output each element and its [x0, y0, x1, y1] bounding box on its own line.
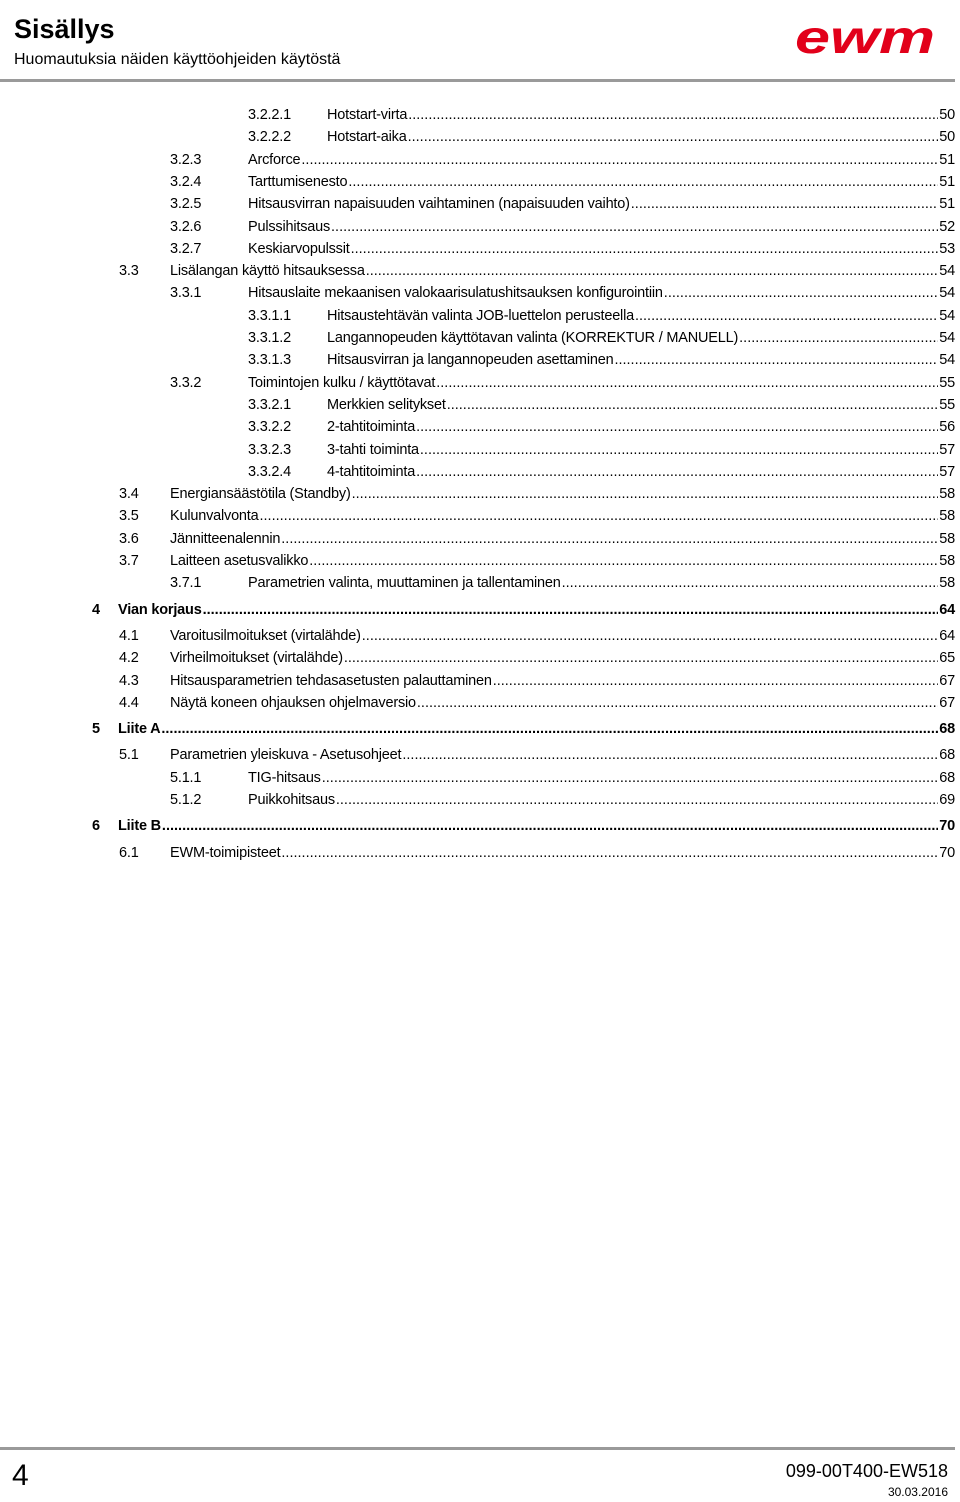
- toc-entry-title: TIG-hitsaus: [248, 767, 322, 789]
- footer-page-number: 4: [12, 1459, 29, 1492]
- toc-entry-title: Energiansäästötila (Standby): [170, 483, 352, 505]
- toc-entry-number: 4: [92, 601, 100, 618]
- toc-entry[interactable]: [92, 599, 955, 621]
- toc-entry-page: 55: [938, 372, 955, 394]
- toc-entry-page: 57: [938, 461, 955, 483]
- toc-entry-leader: [362, 625, 938, 647]
- toc-entry-title: Puikkohitsaus: [248, 789, 336, 811]
- toc-entry-title: Tarttumisenesto: [248, 171, 348, 193]
- toc-entry-title: Laitteen asetusvalikko: [170, 550, 309, 572]
- toc-entry-leader: [351, 238, 939, 260]
- toc-entry-title: 3-tahti toiminta: [327, 439, 420, 461]
- toc-entry-page: 52: [938, 216, 955, 238]
- toc-entry-title: Hitsaustehtävän valinta JOB-luettelon perusteella: [327, 305, 635, 327]
- toc-entry-number: 3.3.1.3: [248, 352, 291, 369]
- toc-entry-title: Vian korjaus: [118, 599, 203, 621]
- toc-entry-page: 58: [938, 505, 955, 527]
- toc-entry[interactable]: [119, 625, 955, 647]
- toc-entry-page: 54: [938, 282, 955, 304]
- toc-entry-title: Liite A: [118, 718, 161, 740]
- toc-entry-title: 2-tahtitoiminta: [327, 416, 416, 438]
- toc-entry-number: 3.3.2.3: [248, 441, 291, 458]
- toc-entry-number: 3.2.4: [170, 173, 202, 190]
- logo-text: ewm: [795, 11, 935, 63]
- toc-entry-title: Hitsausvirran ja langannopeuden asettaminen: [327, 349, 614, 371]
- toc-entry[interactable]: [170, 193, 955, 215]
- toc-entry[interactable]: [170, 282, 955, 304]
- toc-entry-leader: [436, 372, 938, 394]
- toc-entry-page: 54: [938, 349, 955, 371]
- toc-entry[interactable]: [92, 718, 955, 740]
- toc-entry-page: 58: [938, 572, 955, 594]
- toc-entry-page: 50: [938, 126, 955, 148]
- toc-entry-leader: [162, 815, 938, 837]
- header-rule: [0, 79, 955, 82]
- toc-entry[interactable]: [248, 461, 955, 483]
- toc-entry-leader: [402, 744, 938, 766]
- toc-entry-leader: [614, 349, 938, 371]
- toc-entry-number: 3.3.2.4: [248, 463, 291, 480]
- toc-entry[interactable]: [119, 842, 955, 864]
- toc-entry-leader: [352, 483, 939, 505]
- toc-entry-title: Parametrien valinta, muuttaminen ja tallentaminen: [248, 572, 562, 594]
- toc-entry-leader: [366, 260, 939, 282]
- toc-entry-number: 3.3.1: [170, 285, 202, 302]
- toc-entry-page: 54: [938, 260, 955, 282]
- toc-entry-page: 58: [938, 528, 955, 550]
- toc-entry-page: 57: [938, 439, 955, 461]
- toc-entry-number: 3.7: [119, 553, 139, 569]
- toc-entry-number: 3.7.1: [170, 575, 202, 592]
- toc-entry[interactable]: [119, 260, 955, 282]
- toc-entry-page: 68: [938, 718, 955, 740]
- toc-entry-leader: [416, 461, 938, 483]
- toc-entry-page: 67: [938, 692, 955, 714]
- toc-entry-page: 50: [938, 104, 955, 126]
- toc-entry-leader: [161, 718, 938, 740]
- toc-entry-leader: [260, 505, 939, 527]
- toc-entry-page: 55: [938, 394, 955, 416]
- toc-entry-title: Hotstart-aika: [327, 126, 408, 148]
- toc-entry-number: 3.3.2.2: [248, 419, 291, 436]
- toc-entry[interactable]: [248, 394, 955, 416]
- toc-entry-page: 70: [938, 842, 955, 864]
- toc-entry[interactable]: [119, 670, 955, 692]
- toc-entry[interactable]: [119, 647, 955, 669]
- toc-entry-number: 3.4: [119, 486, 139, 503]
- toc-entry-leader: [322, 767, 939, 789]
- toc-entry-leader: [631, 193, 939, 215]
- toc-entry-leader: [447, 394, 939, 416]
- toc-entry-title: 4-tahtitoiminta: [327, 461, 416, 483]
- toc-entry-page: 67: [938, 670, 955, 692]
- toc-entry-leader: [417, 692, 938, 714]
- toc-entry-leader: [331, 216, 938, 238]
- toc-entry-title: Hitsausparametrien tehdasasetusten palauttaminen: [170, 670, 493, 692]
- toc-entry[interactable]: [248, 327, 955, 349]
- toc-entry-leader: [408, 104, 938, 126]
- toc-entry-title: Liite B: [118, 815, 162, 837]
- toc-entry-title: Lisälangan käyttö hitsauksessa: [170, 260, 366, 282]
- toc-entry[interactable]: [119, 550, 955, 572]
- toc-entry-title: Hitsausvirran napaisuuden vaihtaminen (napaisuuden vaihto): [248, 193, 631, 215]
- ewm-logo: [793, 8, 938, 70]
- toc-entry[interactable]: [248, 439, 955, 461]
- toc-entry[interactable]: [170, 767, 955, 789]
- toc-entry-number: 3.5: [119, 508, 139, 525]
- toc-entry-title: Hotstart-virta: [327, 104, 408, 126]
- toc-entry[interactable]: [170, 572, 955, 594]
- toc-entry-leader: [203, 599, 939, 621]
- toc-entry-number: 3.3.2: [170, 374, 202, 391]
- toc-entry-title: Kulunvalvonta: [170, 505, 260, 527]
- toc-entry-page: 58: [938, 550, 955, 572]
- toc-entry[interactable]: [119, 744, 955, 766]
- toc-entry-title: Hitsauslaite mekaanisen valokaarisulatushitsauksen konfigurointiin: [248, 282, 664, 304]
- toc-entry-leader: [493, 670, 939, 692]
- toc-entry-page: 69: [938, 789, 955, 811]
- toc-entry-page: 64: [938, 599, 955, 621]
- toc-entry[interactable]: [248, 126, 955, 148]
- toc-entry[interactable]: [248, 104, 955, 126]
- toc-entry-page: 68: [938, 744, 955, 766]
- toc-entry-leader: [301, 149, 938, 171]
- toc-entry-leader: [336, 789, 938, 811]
- toc-entry[interactable]: [119, 505, 955, 527]
- toc-entry-number: 4.2: [119, 650, 139, 667]
- toc-entry-title: Varoitusilmoitukset (virtalähde): [170, 625, 362, 647]
- toc-entry[interactable]: [170, 149, 955, 171]
- toc-entry-number: 3.3: [119, 263, 139, 280]
- toc-entry-title: Arcforce: [248, 149, 301, 171]
- footer-date: 30.03.2016: [887, 1485, 948, 1499]
- page-header: [0, 0, 960, 82]
- toc-entry-number: 3.2.7: [170, 240, 202, 257]
- toc-entry-page: 53: [938, 238, 955, 260]
- toc-entry-leader: [281, 842, 938, 864]
- toc-entry-page: 58: [938, 483, 955, 505]
- toc-entry-number: 5: [92, 721, 100, 738]
- toc-entry-leader: [408, 126, 939, 148]
- toc-entry-number: 6.1: [119, 844, 139, 861]
- toc-entry-leader: [348, 171, 938, 193]
- toc-entry[interactable]: [170, 238, 955, 260]
- toc-entry-number: 4.4: [119, 694, 139, 711]
- toc-entry-number: 3.6: [119, 530, 139, 547]
- toc-entry-title: Jännitteenalennin: [170, 528, 281, 550]
- toc-entry-leader: [562, 572, 939, 594]
- toc-entry-title: Langannopeuden käyttötavan valinta (KORREKTUR / MANUELL): [327, 327, 739, 349]
- toc-entry-page: 54: [938, 305, 955, 327]
- toc-entry-page: 51: [938, 171, 955, 193]
- toc-entry[interactable]: [248, 349, 955, 371]
- toc-entry-leader: [416, 416, 938, 438]
- toc-entry-leader: [664, 282, 938, 304]
- toc-entry-number: 3.3.1.1: [248, 307, 291, 324]
- toc-entry-number: 3.2.6: [170, 218, 202, 235]
- toc-entry[interactable]: [170, 789, 955, 811]
- toc-entry-number: 3.2.3: [170, 151, 202, 168]
- toc-entry[interactable]: [119, 692, 955, 714]
- toc-entry-title: Näytä koneen ohjauksen ohjelmaversio: [170, 692, 417, 714]
- toc-entry-number: 6: [92, 818, 100, 835]
- toc-entry-page: 51: [938, 193, 955, 215]
- toc-entry-leader: [739, 327, 938, 349]
- toc-entry-title: Toimintojen kulku / käyttötavat: [248, 372, 436, 394]
- toc-entry-leader: [309, 550, 938, 572]
- toc-entry-number: 5.1.2: [170, 792, 202, 808]
- toc-entry-page: 70: [938, 815, 955, 837]
- toc-entry-leader: [281, 528, 938, 550]
- toc-entry[interactable]: [119, 528, 955, 550]
- toc-entry-page: 64: [938, 625, 955, 647]
- toc-entry-title: Keskiarvopulssit: [248, 238, 351, 260]
- page-subtitle: Huomautuksia näiden käyttöohjeiden käytöstä: [14, 51, 341, 68]
- toc-entry-title: Pulssihitsaus: [248, 216, 331, 238]
- toc-entry-title: Virheilmoitukset (virtalähde): [170, 647, 344, 669]
- toc-entry[interactable]: [248, 416, 955, 438]
- toc-entry-number: 4.3: [119, 672, 139, 689]
- toc-entry-page: 56: [938, 416, 955, 438]
- toc-entry[interactable]: [119, 483, 955, 505]
- toc-entry-number: 3.2.2.2: [248, 129, 291, 146]
- toc-entry-leader: [635, 305, 938, 327]
- toc-entry[interactable]: [170, 216, 955, 238]
- toc-entry-page: 68: [938, 767, 955, 789]
- toc-entry-number: 3.3.2.1: [248, 396, 291, 413]
- toc-entry-number: 4.1: [119, 627, 139, 644]
- toc-entry[interactable]: [92, 815, 955, 837]
- toc-entry-leader: [420, 439, 938, 461]
- toc-entry-leader: [344, 647, 938, 669]
- footer-document-number: 099-00T400-EW518: [785, 1461, 948, 1481]
- footer-rule: [0, 1447, 955, 1450]
- toc-entry-title: EWM-toimipisteet: [170, 842, 281, 864]
- toc-entry-number: 3.3.1.2: [248, 330, 291, 346]
- toc-entry-title: Merkkien selitykset: [327, 394, 447, 416]
- page-title: Sisällys: [14, 14, 115, 44]
- toc-entry[interactable]: [170, 372, 955, 394]
- toc-entry-page: 65: [938, 647, 955, 669]
- toc-entry-number: 5.1: [119, 747, 139, 764]
- toc-entry[interactable]: [170, 171, 955, 193]
- toc-entry-number: 3.2.5: [170, 196, 202, 213]
- toc-entry-title: Parametrien yleiskuva - Asetusohjeet: [170, 744, 402, 766]
- toc-entry-page: 51: [938, 149, 955, 171]
- toc-entry-number: 5.1.1: [170, 769, 202, 786]
- toc-entry[interactable]: [248, 305, 955, 327]
- toc-entry-page: 54: [938, 327, 955, 349]
- toc-entry-number: 3.2.2.1: [248, 107, 291, 123]
